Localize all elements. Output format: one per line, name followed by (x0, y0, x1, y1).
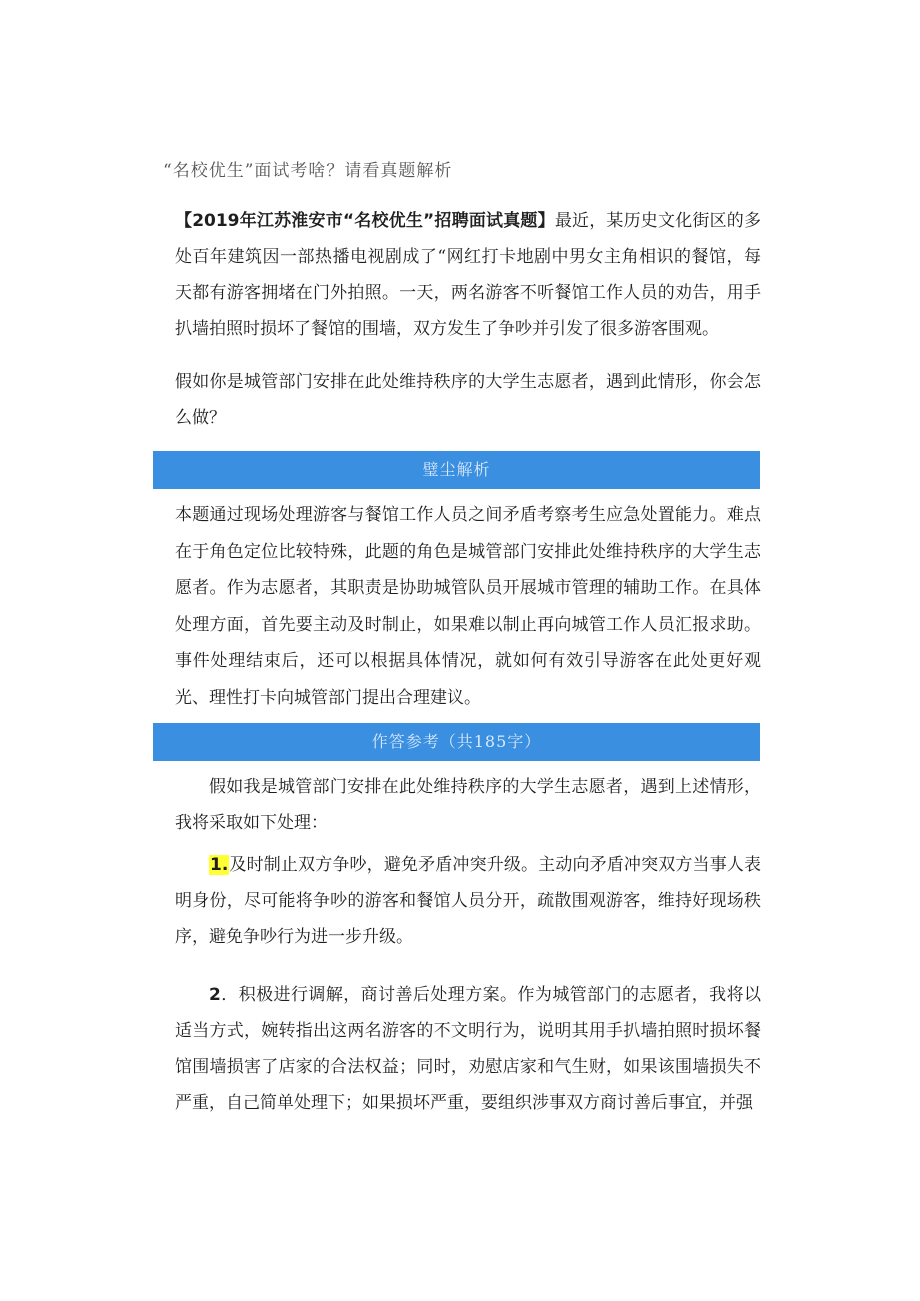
intro-text: 最近，某历史文化街区的多处百年建筑因一部热播电视剧成了“网红打卡地剧中男女主角相识的餐馆，每天都有游客拥堵在门外拍照。一天，两名游客不听餐馆工作人员的劝告，用手扒墙拍照时损坏了餐馆的围墙，双方发生了争吵并引发了很多游客围观。 (175, 211, 761, 339)
analysis-paragraph: 本题通过现场处理游客与餐馆工作人员之间矛盾考察考生应急处置能力。难点在于角色定位比较特殊，此题的角色是城管部门安排此处维持秩序的大学生志愿者。作为志愿者，其职责是协助城管队员开展城市管理的辅助工作。在具体处理方面，首先要主动及时制止，如果难以制止再向城管工作人员汇报求助。事件处理结束后，还可以根据具体情况，就如何有效引导游客在此处更好观光、理性打卡向城管部门提出合理建议。 (175, 505, 761, 708)
intro-paragraph (175, 203, 761, 347)
question-paragraph: 假如你是城管部门安排在此处维持秩序的大学生志愿者，遇到此情形，你会怎么做？ (175, 372, 761, 428)
point-number: 2 (209, 985, 221, 1005)
page-subtitle: “名校优生”面试考啥？请看真题解析 (163, 161, 453, 181)
answer-heading-banner: 作答参考（共185字） (153, 723, 760, 761)
answer-point-2 (175, 977, 761, 1121)
analysis-heading-banner: 璧尘解析 (153, 451, 760, 489)
exam-source-tag: 【2019年江苏淮安市“名校优生”招聘面试真题】 (175, 211, 555, 231)
point-number-highlighted: 1. (210, 855, 229, 875)
answer-point-1 (175, 847, 761, 955)
point-text: ．积极进行调解，商讨善后处理方案。作为城管部门的志愿者，我将以适当方式，婉转指出这两名游客的不文明行为，说明其用手扒墙拍照时损坏餐馆围墙损害了店家的合法权益；同时，劝慰店家和气生财，如果该围墙损失不严重，自己简单处理下；如果损坏严重，要组织涉事双方商讨善后事宜，并强 (175, 985, 761, 1113)
answer-intro-paragraph: 假如我是城管部门安排在此处维持秩序的大学生志愿者，遇到上述情形，我将采取如下处理： (175, 777, 761, 833)
point-text: 及时制止双方争吵，避免矛盾冲突升级。主动向矛盾冲突双方当事人表明身份，尽可能将争吵的游客和餐馆人员分开，疏散围观游客，维持好现场秩序，避免争吵行为进一步升级。 (175, 855, 761, 947)
